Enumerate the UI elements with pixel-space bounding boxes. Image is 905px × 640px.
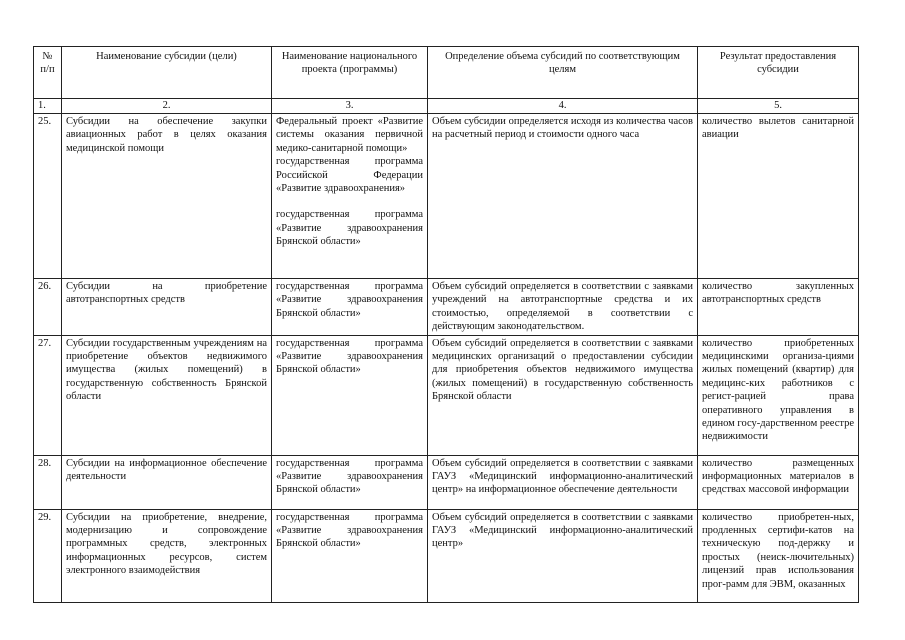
subsidy-name: Субсидии на приобретение автотранспортных средств: [62, 279, 272, 336]
row-number: 25.: [34, 114, 62, 279]
volume-definition: Объем субсидий определяется в соответствии с заявками ГАУЗ «Медицинский информационно-аналитический центр»: [428, 509, 698, 602]
header-result: Результат предоставления субсидии: [698, 47, 859, 99]
project-name: [272, 509, 428, 602]
table-row: [34, 335, 859, 455]
header-project: Наименование национального проекта (программы): [272, 47, 428, 99]
volume-definition: Объем субсидий определяется в соответствии с заявками медицинских организаций о предоставлении субсидии для приобретения объектов недвижимого имущества (жилых помещений) в государственную собственность Брянской области: [428, 335, 698, 455]
header-definition: Определение объема субсидий по соответствующим целям: [428, 47, 698, 99]
table-row: [34, 114, 859, 279]
index-cell: 5.: [698, 99, 859, 114]
subsidy-name: Субсидии на информационное обеспечение деятельности: [62, 455, 272, 509]
row-number: 29.: [34, 509, 62, 602]
row-number: 28.: [34, 455, 62, 509]
table-header-row: [34, 47, 859, 99]
table-row: [34, 509, 859, 602]
index-cell: 4.: [428, 99, 698, 114]
subsidy-result: количество размещенных информационных материалов в средствах массовой информации: [698, 455, 859, 509]
volume-definition: Объем субсидий определяется в соответствии с заявками ГАУЗ «Медицинский информационно-аналитический центр» на информационное обеспечение деятельности: [428, 455, 698, 509]
project-line: государственная программа «Развитие здравоохранения Брянской области»: [276, 457, 423, 496]
row-number: 26.: [34, 279, 62, 336]
project-line: государственная программа «Развитие здравоохранения Брянской области»: [276, 511, 423, 550]
header-name: Наименование субсидии (цели): [62, 47, 272, 99]
subsidies-table: [33, 46, 859, 603]
subsidy-result: количество вылетов санитарной авиации: [698, 114, 859, 279]
table-row: [34, 455, 859, 509]
project-name: [272, 455, 428, 509]
subsidy-result: количество приобретенных медицинскими организа-циями жилых помещений (квартир) для медицинс-ких работников с регист-рацией права оперативного управления в едином госу-дарственном реестре недвижимости: [698, 335, 859, 455]
volume-definition: Объем субсидии определяется исходя из количества часов на расчетный период и стоимости одного часа: [428, 114, 698, 279]
index-cell: 3.: [272, 99, 428, 114]
volume-definition: Объем субсидий определяется в соответствии с заявками учреждений на автотранспортные средства и их стоимостью, определяемой в соответствии с действующим законодательством.: [428, 279, 698, 336]
subsidy-name: Субсидии на обеспечение закупки авиационных работ в целях оказания медицинской помощи: [62, 114, 272, 279]
subsidy-result: количество закупленных автотранспортных средств: [698, 279, 859, 336]
project-line: государственная программа «Развитие здравоохранения Брянской области»: [276, 209, 423, 248]
column-index-row: [34, 99, 859, 114]
subsidy-result: количество приобретен-ных, продленных сертифи-катов на техническую под-держку и простых (неиск-лючительных) лицензий прав использования прог-рамм для ЭВМ, оказанных: [698, 509, 859, 602]
project-name: [272, 114, 428, 279]
project-name: [272, 335, 428, 455]
row-number: 27.: [34, 335, 62, 455]
index-cell: 1.: [34, 99, 62, 114]
project-line: государственная программа «Развитие здравоохранения Брянской области»: [276, 337, 423, 376]
table-row: [34, 279, 859, 336]
project-line: Федеральный проект «Развитие системы оказания первичной медико-санитарной помощи»: [276, 116, 423, 154]
project-line: государственная программа «Развитие здравоохранения Брянской области»: [276, 281, 423, 319]
index-cell: 2.: [62, 99, 272, 114]
project-line: государственная программа Российской Федерации «Развитие здравоохранения»: [276, 156, 423, 195]
project-name: [272, 279, 428, 336]
subsidy-name: Субсидии на приобретение, внедрение, модернизацию и сопровождение программных средств, электронных информационных ресурсов, систем электронного взаимодействия: [62, 509, 272, 602]
subsidy-name: Субсидии государственным учреждениям на приобретение объектов недвижимого имущества (жилых помещений) в государственную собственность Брянской области: [62, 335, 272, 455]
header-num: № п/п: [34, 47, 62, 99]
